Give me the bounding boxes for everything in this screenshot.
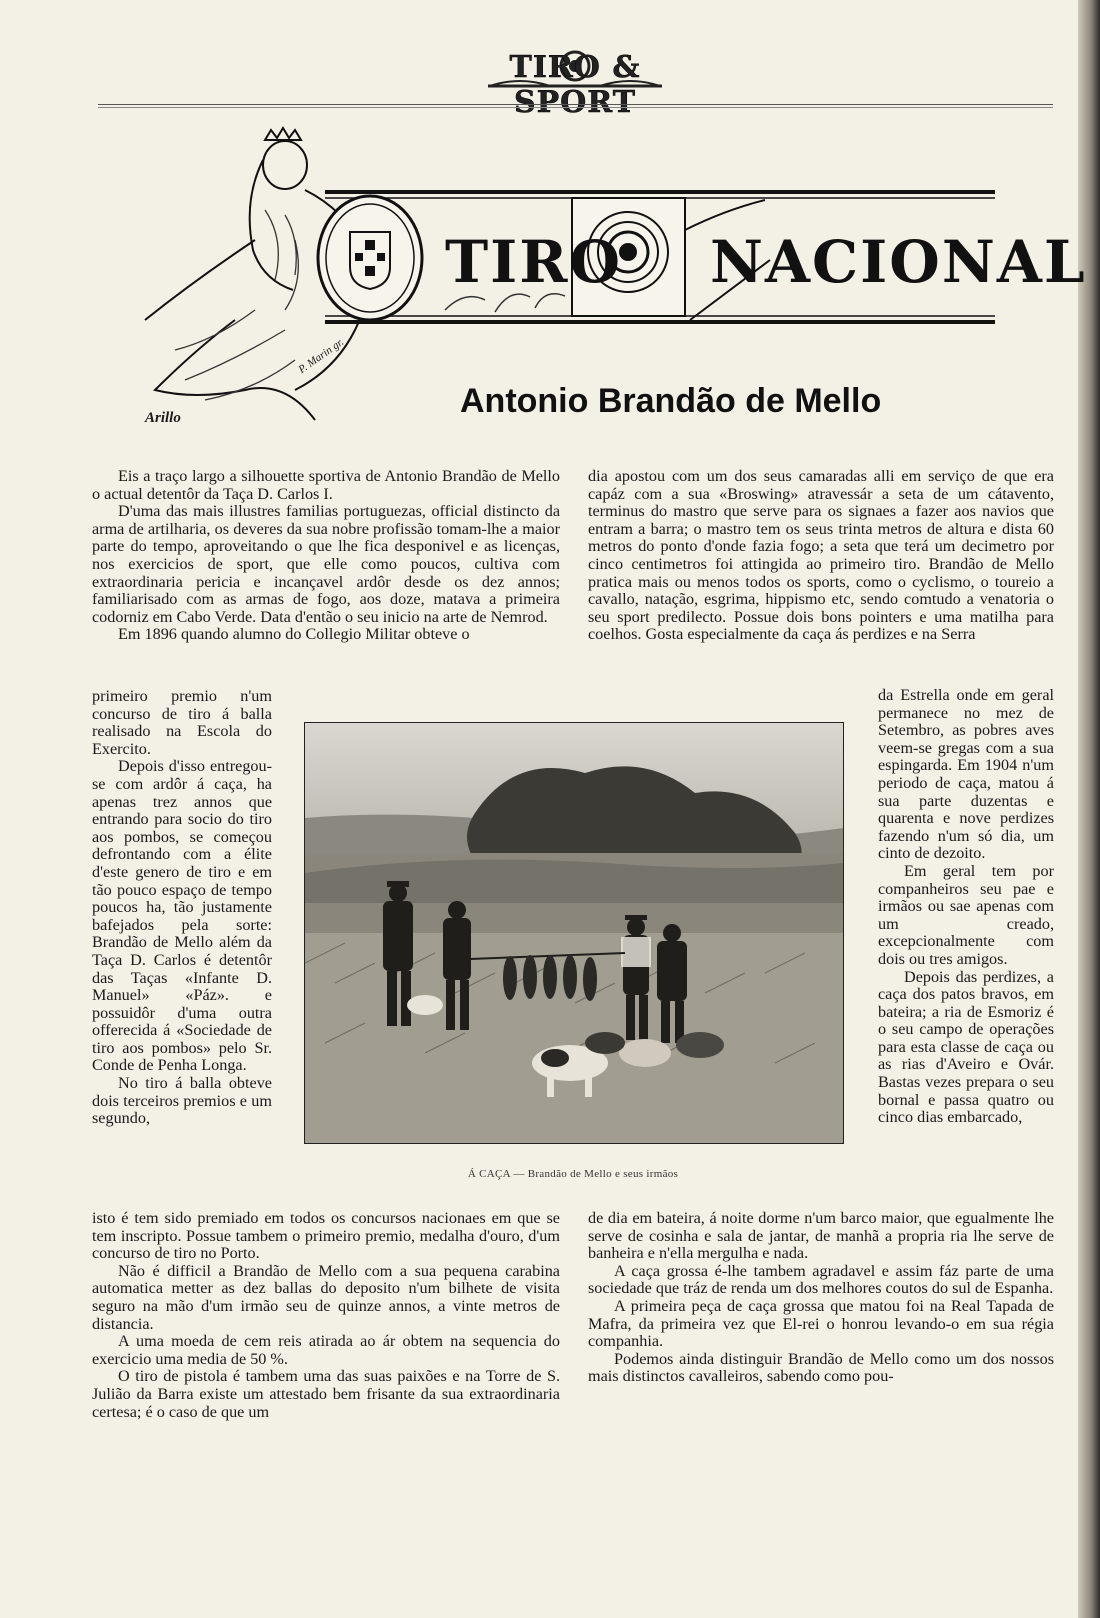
paragraph: de dia em bateira, á noite dorme n'um barco maior, que egualmente lhe serve de cosinha e sala de jantar, de manhã a propria ria lhe serve de banheira e n'ella mergulha e nada. xyxy=(588,1209,1054,1263)
paragraph: Depois das perdizes, a caça dos patos bravos, em bateira; a ria de Esmoriz é o seu campo de operações para esta classe de caça ou as rias d'Aveiro e Ovár. Bastas vezes prepara o seu bornal e passa quatro ou cinco dias embarcado, xyxy=(878,967,1054,1127)
column-left-bottom xyxy=(92,1210,560,1421)
paragraph: D'uma das mais illustres familias portuguezas, official distincto da arma de artilharia, os deveres da sua nobre profissão tomam-lhe a maior parte do tempo, aproveitando o que lhe fica desponivel e as licenças, nos exercicios de sport, que elle como poucos, cultiva com extraordinaria pericia e incançavel ardôr desde os dez annos; familiarisado com as armas de fogo, aos doze, matava a primeira codorniz em Cabo Verde. Data d'então o seu inicio na arte de Nemrod. xyxy=(92,502,560,626)
paragraph: A caça grossa é-lhe tambem agradavel e assim fáz parte de uma sociedade que tráz de renda um dos melhores coutos do sul de Espanha. xyxy=(588,1261,1054,1298)
paragraph: O tiro de pistola é tambem uma das suas paixões e na Torre de S. Julião da Barra existe um attestado bem frisante da sua extraordinaria certesa; é o caso de que um xyxy=(92,1367,560,1421)
banner-word-tiro: TIRO xyxy=(445,228,623,296)
paragraph: Depois d'isso entregou-se com ardôr á caça, ha apenas trez annos que entrando para socio do tiro aos pombos, se começou defrontando com a élite d'este genero de tiro e em tão pouco espaço de tempo poucos ha, tão justamente bafejados pela sorte: Brandão de Mello além da Taça D. Carlos é detentôr das Taças «Infante D. Manuel» «Páz». e possuidôr d'uma outra offerecida á «Sociedade de tiro aos pombos» pelo Sr. Conde de Penha Longa. xyxy=(92,757,272,1075)
paragraph: isto é tem sido premiado em todos os concursos nacionaes em que se tem inscripto. Possue tambem o primeiro premio, medalha d'ouro, d'um concurso de tiro no Porto. xyxy=(92,1209,560,1263)
artist-signature: Arillo xyxy=(145,410,181,426)
masthead-title: TIRO & SPORT xyxy=(509,50,641,120)
hunting-photo xyxy=(304,722,844,1144)
column-left-narrow xyxy=(92,688,272,1128)
banner-word-nacional: NACIONAL xyxy=(710,228,1087,296)
article-title: Antonio Brandão de Mello xyxy=(460,382,882,420)
paragraph: Podemos ainda distinguir Brandão de Mello como um dos nossos mais distinctos cavalleiros, sabendo como pou- xyxy=(588,1349,1054,1386)
paragraph: dia apostou com um dos seus camaradas alli em serviço de que era capáz com a sua «Broswing» atravessár a seta de um cátavento, terminus do mastro que serve para os signaes a fazer aos navios que entram a barra; o mastro tem os seus trinta metros de altura e dista 60 metros do ponto d'onde fazia fogo; a seta que terá um decimetro por cinco centimetros foi attingida ao primeiro tiro. Brandão de Mello pratica mais ou menos todos os sports, como o cyclismo, o toureio a cavallo, natação, esgrima, hippismo etc, sendo comtudo a venatoria o seu sport predilecto. Possue dois bons pointers e uma matilha para coelhos. Gosta especialmente da caça ás perdizes e na Serra xyxy=(588,467,1054,644)
hunting-photo-scene xyxy=(305,723,843,1143)
paragraph: primeiro premio n'um concurso de tiro á balla realisado na Escola do Exercito. xyxy=(92,687,272,758)
paragraph: A uma moeda de cem reis atirada ao ár obtem na sequencia do exercicio uma media de 50 %. xyxy=(92,1332,560,1368)
column-left-top xyxy=(92,468,560,644)
paragraph: A primeira peça de caça grossa que matou foi na Real Tapada de Mafra, da primeira vez que El-rei o honrou levando-o em sua régia companhia. xyxy=(588,1296,1054,1351)
photo-caption: Á CAÇA — Brandão de Mello e seus irmãos xyxy=(467,1168,679,1180)
engraver-signature: P. Marin gr. xyxy=(296,336,347,376)
masthead xyxy=(480,42,670,120)
paragraph: Em geral tem por companheiros seu pae e irmãos ou sae apenas com um creado, excepcionalmente com dois ou tres amigos. xyxy=(878,861,1054,968)
top-rule-thin xyxy=(98,107,1053,108)
column-right-narrow xyxy=(878,687,1054,1127)
paragraph: Não é difficil a Brandão de Mello com a sua pequena carabina automatica metter as dez ballas do deposito n'um bilhete de visita seguro na mão d'um irmão seu de quinze annos, a vinte metros de distancia. xyxy=(92,1261,560,1333)
paragraph: No tiro á balla obteve dois terceiros premios e um segundo, xyxy=(92,1074,272,1128)
paragraph: da Estrella onde em geral permanece no mez de Setembro, as pobres aves veem-se gregas com a sua espingarda. Em 1904 n'um periodo de caça, matou á sua parte duzentas e quarenta e nove perdizes fazendo n'um só dia, um cinto de dezoito. xyxy=(878,686,1054,863)
paragraph: Em 1896 quando alumno do Collegio Militar obteve o xyxy=(118,625,470,644)
column-right-top xyxy=(588,468,1054,644)
top-rule xyxy=(98,104,1053,105)
column-right-bottom xyxy=(588,1210,1054,1386)
paragraph: Eis a traço largo a silhouette sportiva de Antonio Brandão de Mello o actual detentôr da Taça D. Carlos I. xyxy=(92,467,560,503)
